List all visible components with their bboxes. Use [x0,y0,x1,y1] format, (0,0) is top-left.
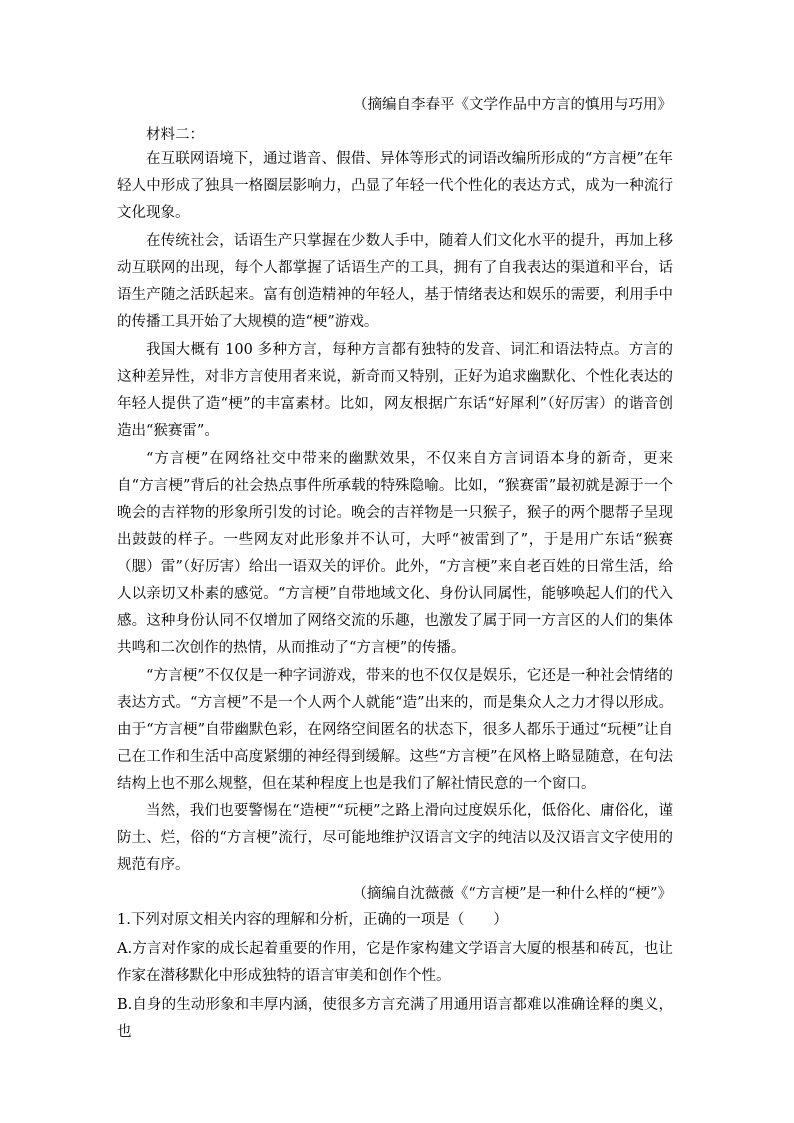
material1-source: （摘编自李春平《文学作品中方言的慎用与巧用》 [353,97,672,113]
material2-paragraph-4: “方言梗”在网络社交中带来的幽默效果，不仅来自方言词语本身的新奇，更来自“方言梗”背后的社会热点事件所承载的特殊隐喻。比如，“猴赛雷”最初就是源于一个晚会的吉祥物的形象所引发的讨论。晚会的吉祥物是一只猴子，猴子的两个腮帮子呈现出鼓鼓的样子。一些网友对此形象并不认可，大呼“被雷到了”，于是用广东话“猴赛（腮）雷”（好厉害）给出一语双关的评价。此外，“方言梗”来自老百姓的日常生活，给人以亲切又朴素的感觉。“方言梗”自带地域文化、身份认同属性，能够唤起人们的代入感。这种身份认同不仅增加了网络交流的乐趣，也激发了属于同一方言区的人们的集体共鸣和二次创作的热情，从而推动了“方言梗”的传播。 [117,451,673,656]
material2-paragraph-3: 我国大概有 100 多种方言，每种方言都有独特的发音、词汇和语法特点。方言的这种差异性，对非方言使用者来说，新奇而又特别，正好为追求幽默化、个性化表达的年轻人提供了造“梗”的丰富素材。比如，网友根据广东话“好犀利”（好厉害）的谐音创造出“猴赛雷”。 [117,342,673,439]
material2-paragraph-2: 在传统社会，话语生产只掌握在少数人手中，随着人们文化水平的提升，再加上移动互联网的出现，每个人都掌握了话语生产的工具，拥有了自我表达的渠道和平台，话语生产随之活跃起来。富有创造精神的年轻人，基于情绪表达和娱乐的需要，利用手中的传播工具开始了大规模的造“梗”游戏。 [117,233,673,330]
question-1-option-a: A.方言对作家的成长起着重要的作用，它是作家构建文学语言大厦的根基和砖瓦，也让作家在潜移默化中形成独特的语言审美和创作个性。 [117,941,673,984]
question-1-stem: 1.下列对原文相关内容的理解和分析，正确的一项是（ ） [117,912,508,928]
question-1-option-b: B.自身的生动形象和丰厚内涵，使很多方言充满了用通用语言都难以准确诠释的奥义，也 [117,997,673,1040]
material2-paragraph-5: “方言梗”不仅仅是一种字词游戏，带来的也不仅仅是娱乐，它还是一种社会情绪的表达方式。“方言梗”不是一个人两个人就能“造”出来的，而是集众人之力才得以形成。由于“方言梗”自带幽默色彩，在网络空间匿名的状态下，很多人都乐于通过“玩梗”让自己在工作和生活中高度紧绷的神经得到缓解。这些“方言梗”在风格上略显随意，在句法结构上也不那么规整，但在某种程度上也是我们了解社情民意的一个窗口。 [117,668,673,792]
material2-source: （摘编自沈薇薇《“方言梗”是一种什么样的“梗”》 [352,886,672,902]
material2-paragraph-6: 当然，我们也要警惕在“造梗”“玩梗”之路上滑向过度娱乐化，低俗化、庸俗化，谨防土、烂，俗的“方言梗”流行，尽可能地维护汉语言文字的纯洁以及汉语言文字使用的规范有序。 [117,803,673,873]
material2-paragraph-1: 在互联网语境下，通过谐音、假借、异体等形式的词语改编所形成的“方言梗”在年轻人中形成了独具一格圈层影响力，凸显了年轻一代个性化的表达方式，成为一种流行文化现象。 [117,151,673,221]
material2-heading: 材料二： [146,127,204,143]
